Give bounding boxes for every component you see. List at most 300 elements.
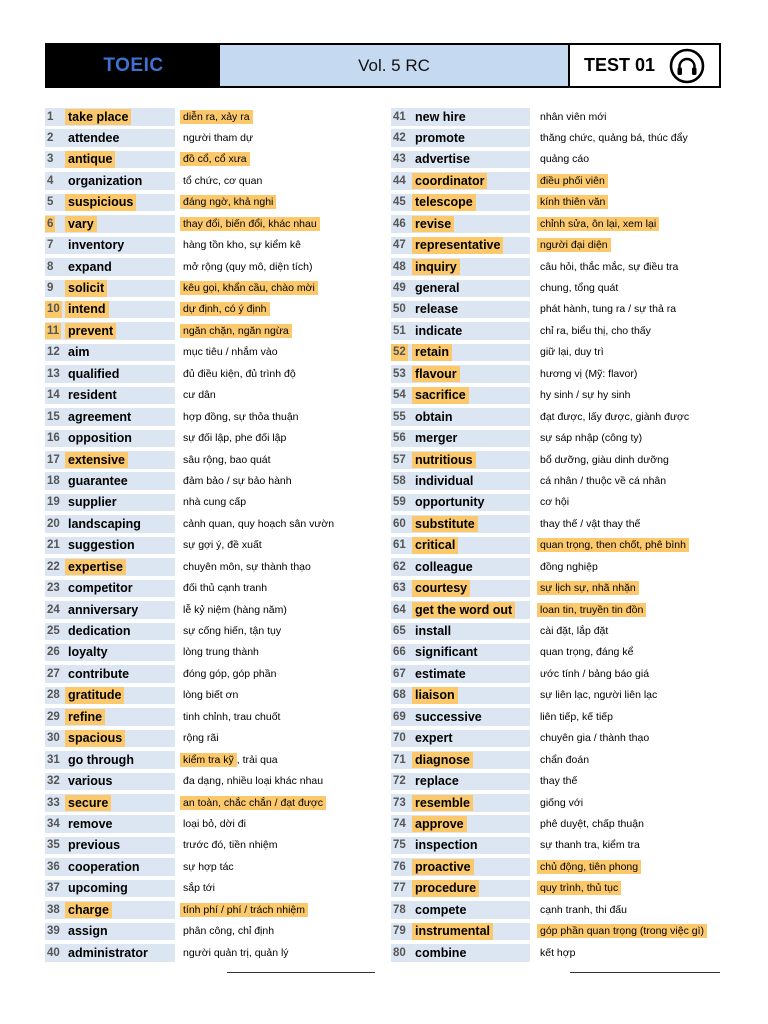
item-number: 68 [393,689,406,702]
meaning-text: nhân viên mới [540,110,607,123]
vocab-word: representative [412,237,503,254]
meaning-text: đảm bảo / sự bảo hành [183,474,292,487]
vocab-row [391,835,731,856]
item-number: 51 [393,324,406,337]
meaning-text: đồ cổ, cổ xưa [180,152,250,166]
item-number: 23 [47,582,60,595]
vocab-word: loyalty [68,645,108,660]
meaning-text: quan trọng, đáng kể [540,646,634,659]
meaning-text: góp phần quan trọng (trong việc gì) [537,924,707,938]
meaning-text: loan tin, truyền tin đồn [537,603,646,617]
item-number: 63 [393,582,406,595]
vocab-row [45,192,365,213]
meaning-text: ước tính / bảng báo giá [540,667,650,680]
item-number: 34 [47,817,60,830]
vocab-row [45,213,365,234]
vocab-row [45,835,365,856]
vocab-word: take place [65,109,131,126]
meaning-text: đa dạng, nhiều loại khác nhau [183,775,324,788]
vocab-word: landscaping [68,516,141,531]
vocab-word: critical [412,537,458,554]
vocab-meaning [540,495,569,509]
vocab-word: coordinator [412,173,487,190]
item-number: 58 [393,474,406,487]
vocab-meaning [540,667,649,681]
item-number: 49 [393,282,406,294]
vocab-word: vary [65,216,97,233]
vocab-word: install [415,624,452,638]
meaning-text: đáng ngờ, khả nghi [180,195,276,209]
vocab-meaning [183,152,250,166]
vocab-meaning [540,217,659,231]
meaning-text: lòng trung thành [183,646,259,659]
item-number: 8 [47,260,54,273]
vocab-row [391,170,731,191]
item-number: 44 [393,174,406,187]
word-cell-background [45,923,175,941]
vocab-meaning [183,710,280,724]
headphones-icon [669,48,705,84]
vocab-meaning [540,152,589,166]
vocab-meaning [183,474,292,488]
item-number: 37 [47,882,60,895]
vocab-row [391,642,731,663]
item-number: 61 [393,539,406,552]
item-number: 47 [393,239,406,252]
vocab-meaning [183,774,323,788]
vocab-row [45,299,365,320]
item-number: 70 [393,732,406,745]
meaning-text: giống với [540,796,584,809]
vocab-meaning [183,495,246,509]
vocab-meaning [183,667,276,681]
vocab-row [391,856,731,877]
meaning-text: sắp tới [183,882,215,895]
test-label: TEST 01 [584,55,656,75]
vocab-meaning [183,731,219,745]
vocab-row [391,749,731,770]
item-number: 25 [47,625,60,637]
meaning-text: kết hợp [540,946,576,959]
vocab-word: remove [68,816,113,831]
meaning-text: thay thế / vật thay thế [540,517,641,530]
word-cell-background [45,344,175,362]
vocab-meaning [183,538,262,552]
vocab-row [391,149,731,170]
vocab-meaning [540,560,598,574]
meaning-text: mục tiêu / nhắm vào [183,346,278,359]
item-number: 50 [393,303,406,316]
vocab-word: organization [68,173,143,188]
vocab-meaning [183,753,278,767]
item-number: 16 [47,432,60,445]
vocab-meaning [540,302,676,316]
vocab-row [45,235,365,256]
vocab-row [391,127,731,148]
item-number: 62 [393,560,406,573]
vocab-row [391,320,731,341]
vocab-row [45,256,365,277]
meaning-text: rộng rãi [183,732,219,745]
item-number: 60 [393,517,406,530]
vocab-word: successive [415,709,482,724]
vocab-meaning [540,903,627,917]
meaning-text: tính phí / phí / trách nhiệm [180,903,308,917]
item-number: 12 [47,346,60,359]
vocab-meaning [183,410,299,424]
vocab-meaning [540,324,651,338]
vocab-row [391,428,731,449]
vocab-word: new hire [415,109,466,124]
meaning-text: đủ điều kiện, đủ trình độ [183,367,296,380]
vocab-word: anniversary [68,602,139,617]
item-number: 45 [393,196,406,209]
vocab-word: substitute [412,516,478,533]
vocab-row [45,492,365,513]
vocab-row [45,149,365,170]
vocab-word: significant [415,645,478,660]
vocab-row [45,385,365,406]
meaning-text: chỉ ra, biểu thị, cho thấy [540,324,651,337]
meaning-text: ngăn chặn, ngăn ngừa [180,324,292,338]
item-number: 20 [47,517,60,530]
vocab-meaning [540,710,613,724]
word-cell-background [391,301,530,319]
vocab-meaning [540,281,618,295]
header-bar [45,43,721,88]
item-number: 46 [393,217,406,230]
vocab-row [45,320,365,341]
vocab-meaning [183,796,326,810]
vocab-meaning [183,110,253,124]
meaning-text: lòng biết ơn [183,689,239,702]
item-number: 74 [393,817,406,830]
vocab-row [45,363,365,384]
vocab-meaning [183,603,287,617]
meaning-text: chung, tổng quát [540,282,619,294]
vocab-row [45,513,365,534]
vocab-meaning [540,603,646,617]
vocab-row [45,642,365,663]
item-number: 9 [47,282,54,294]
item-number: 43 [393,153,406,166]
vocab-meaning [183,946,289,960]
meaning-text: sự hợp tác [183,860,234,873]
vocab-word: inquiry [412,259,460,276]
vocab-word: aim [68,345,90,360]
vocab-row [391,278,731,299]
item-number: 53 [393,367,406,380]
vocab-word: prevent [65,323,116,340]
item-number: 19 [47,496,60,509]
vocab-row [391,256,731,277]
vocab-meaning [183,817,246,831]
item-number: 80 [393,946,406,959]
vocab-row [391,899,731,920]
meaning-text: sự thanh tra, kiểm tra [540,839,640,852]
meaning-text: cài đặt, lắp đặt [540,625,609,637]
vocab-word: individual [415,473,474,488]
vocab-row [45,685,365,706]
vocab-meaning [183,881,215,895]
vocab-row [45,428,365,449]
vocab-word: flavour [412,366,460,383]
vocab-meaning [183,453,271,467]
vocab-meaning [540,431,642,445]
footer-line [227,972,375,973]
vocab-word: diagnose [412,752,473,769]
word-list-left [45,106,365,964]
vocab-row [391,728,731,749]
vocab-word: gratitude [65,687,124,704]
meaning-text: cư dân [183,389,216,402]
item-number: 59 [393,496,406,509]
vocab-row [391,578,731,599]
vocab-word: retain [412,344,452,361]
vocab-row [45,728,365,749]
item-number: 77 [393,882,406,895]
item-number: 35 [47,839,60,852]
footer-line [570,972,720,973]
vocab-row [391,385,731,406]
meaning-text: tinh chỉnh, trau chuốt [183,710,281,723]
vocab-row [391,513,731,534]
vocab-word: obtain [415,409,453,424]
item-number: 66 [393,646,406,659]
meaning-text: người tham dự [183,131,253,144]
meaning-text: câu hỏi, thắc mắc, sự điều tra [540,260,679,273]
item-number: 30 [47,732,60,745]
meaning-text: chuyên gia / thành thạo [540,732,650,745]
vocab-meaning [540,260,678,274]
item-number: 28 [47,689,60,702]
vocab-word: extensive [65,452,128,469]
vocab-row [45,878,365,899]
vocab-meaning [183,838,277,852]
meaning-text: quảng cáo [540,153,590,166]
vocab-meaning [540,624,608,638]
vocab-meaning [540,517,640,531]
vocab-row [45,663,365,684]
meaning-text: hợp đồng, sự thỏa thuận [183,410,299,423]
meaning-text: chỉnh sửa, ôn lại, xem lại [537,217,659,231]
meaning-text: quy trình, thủ tục [537,881,621,895]
vocab-row [45,706,365,727]
vocab-row [45,771,365,792]
vocab-row [391,792,731,813]
vocab-row [45,106,365,127]
vocab-row [391,942,731,963]
vocab-row [45,749,365,770]
vocab-word: guarantee [68,473,128,488]
meaning-part: kiểm tra kỹ [180,753,237,767]
item-number: 75 [393,839,406,852]
vocab-row [45,899,365,920]
vocab-word: contribute [68,666,130,681]
vocab-meaning [183,367,296,381]
vocab-row [391,342,731,363]
vocab-word: nutritious [412,452,476,469]
volume-title: Vol. 5 RC [220,45,568,86]
item-number: 21 [47,539,60,552]
meaning-text: nhà cung cấp [183,496,247,509]
item-number: 73 [393,796,406,809]
vocab-meaning [540,645,633,659]
vocab-meaning [183,281,318,295]
item-number: 52 [391,344,408,361]
vocab-word: spacious [65,730,125,747]
vocab-meaning [183,431,286,445]
vocab-word: competitor [68,581,133,596]
item-number: 41 [393,110,406,123]
meaning-text: mở rộng (quy mô, diện tích) [183,260,313,273]
vocab-meaning [183,217,320,231]
vocab-word: proactive [412,859,474,876]
meaning-text: sự liên lạc, người liên lạc [540,689,658,702]
vocab-word: expand [68,259,112,274]
vocab-word: qualified [68,366,120,381]
vocab-word: inspection [415,838,478,853]
vocab-row [45,621,365,642]
word-cell-background [391,730,530,748]
vocab-row [45,921,365,942]
item-number: 78 [393,903,406,916]
vocab-meaning [540,817,644,831]
vocab-word: expert [415,731,453,746]
item-number: 6 [45,216,55,233]
vocab-word: resemble [412,795,473,812]
meaning-text: hàng tồn kho, sự kiểm kê [183,239,301,252]
vocab-meaning [540,474,666,488]
vocab-word: courtesy [412,580,470,597]
item-number: 11 [45,323,61,340]
meaning-text: phê duyệt, chấp thuận [540,817,644,830]
item-number: 1 [47,110,54,123]
item-number: 39 [47,925,60,938]
vocab-word: cooperation [68,859,140,874]
vocab-row [45,599,365,620]
vocab-row [391,213,731,234]
item-number: 7 [47,239,54,252]
vocab-word: go through [68,752,134,767]
vocab-word: colleague [415,559,473,574]
vocab-word: agreement [68,409,132,424]
vocab-word: combine [415,945,467,960]
vocab-row [45,449,365,470]
word-cell-background [391,623,530,641]
vocab-row [391,771,731,792]
meaning-text: sự lịch sự, nhã nhặn [537,581,639,595]
vocab-meaning [183,131,253,145]
vocab-row [391,492,731,513]
vocab-row [391,299,731,320]
vocab-row [45,406,365,427]
vocab-row [391,192,731,213]
item-number: 55 [393,410,406,423]
test-box [568,45,719,86]
meaning-text: đồng nghiệp [540,560,598,573]
meaning-text: sự đối lập, phe đối lập [183,432,287,445]
vocab-meaning [540,838,640,852]
item-number: 27 [47,667,60,680]
vocab-row [45,127,365,148]
meaning-text: tổ chức, cơ quan [183,174,263,187]
word-list-right [391,106,731,964]
vocab-row [45,535,365,556]
vocab-row [45,856,365,877]
vocab-word: attendee [68,130,120,145]
item-number: 56 [393,432,406,445]
meaning-text: phân công, chỉ định [183,925,275,938]
meaning-text: trước đó, tiền nhiệm [183,839,278,852]
word-cell-background [391,430,530,448]
vocab-row [391,235,731,256]
vocab-word: suspicious [65,194,136,211]
item-number: 40 [47,946,60,959]
vocab-meaning [183,174,262,188]
vocab-word: approve [412,816,467,833]
meaning-text: chẩn đoán [540,753,590,766]
item-number: 69 [393,710,406,723]
vocab-row [391,470,731,491]
meaning-text: phát hành, tung ra / sự thả ra [540,303,677,316]
item-number: 15 [47,410,60,423]
vocab-word: various [68,774,113,789]
vocab-word: estimate [415,666,466,681]
vocab-row [391,363,731,384]
item-number: 10 [45,301,62,318]
item-number: 42 [393,131,406,144]
vocab-row [391,663,731,684]
meaning-text: cá nhân / thuộc về cá nhân [540,474,667,487]
vocab-row [391,406,731,427]
vocab-word: opposition [68,431,132,446]
vocab-row [391,535,731,556]
meaning-text: điều phối viên [537,174,608,188]
vocab-row [45,170,365,191]
vocab-word: revise [412,216,454,233]
vocab-row [391,685,731,706]
vocab-meaning [540,195,608,209]
vocab-row [391,921,731,942]
vocab-meaning [540,388,631,402]
vocab-word: supplier [68,495,117,510]
vocab-meaning [183,581,267,595]
vocab-row [391,556,731,577]
meaning-text: loại bỏ, dời đi [183,817,246,830]
item-number: 14 [47,389,60,402]
vocab-meaning [540,174,608,188]
meaning-text: cạnh tranh, thi đấu [540,903,627,916]
item-number: 65 [393,625,406,637]
vocab-row [45,556,365,577]
meaning-text: an toàn, chắc chắn / đạt được [180,796,326,810]
vocab-word: expertise [65,559,126,576]
meaning-text: cảnh quan, quy hoạch sân vườn [183,517,335,530]
item-number: 54 [393,389,406,402]
vocab-row [45,813,365,834]
vocab-meaning [540,367,637,381]
vocab-word: assign [68,924,108,939]
item-number: 18 [47,474,60,487]
vocab-word: promote [415,130,465,145]
vocab-meaning [183,517,334,531]
word-cell-background [391,773,530,791]
meaning-text: sâu rộng, bao quát [183,453,271,466]
vocab-word: procedure [412,880,479,897]
item-number: 48 [393,260,406,273]
brand-title: TOEIC [47,45,220,86]
